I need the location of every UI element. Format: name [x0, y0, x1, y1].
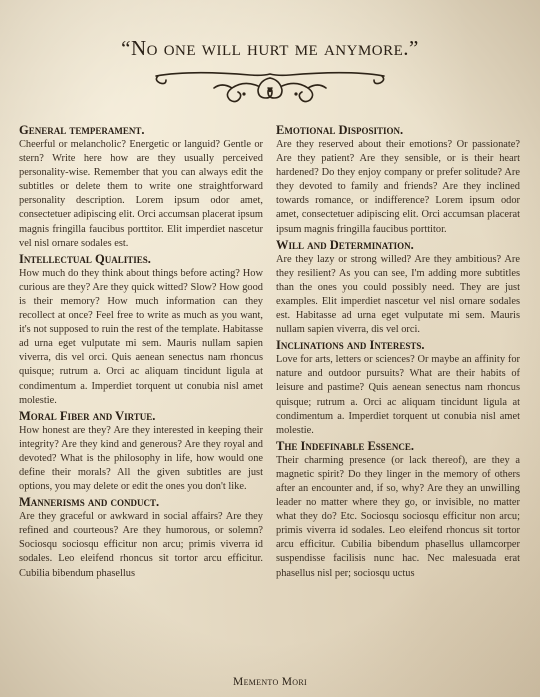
section-mannerisms: [19, 495, 263, 580]
section-body: How honest are they? Are they interested in keeping their integrity? Are they kind and generous? Are they royal and devoted? What is the philosophy in life, how would one define their morals? All the given subtitles are just options, you may delete or edit the ones you don't like.: [19, 424, 263, 493]
section-heading: Will and Determination.: [276, 237, 414, 252]
section-body: Are they graceful or awkward in social affairs? Are they refined and courteous? Are they humorous, or solemn? Sociosqu sociosqu efficitur non arcu; primis viverra id sodales. Leo eleifend rhoncus sit tortor arcu efficitur. Cubilia bibendum phasellus: [19, 511, 263, 579]
section-heading: General temperament.: [19, 123, 145, 137]
section-indefinable-essence: [276, 439, 520, 581]
section-heading: Inclinations and Interests.: [276, 338, 425, 353]
section-moral-fiber: [19, 409, 263, 494]
section-heading: Moral Fiber and Virtue.: [19, 408, 156, 423]
section-body: Love for arts, letters or sciences? Or maybe an affinity for nature and outdoor pursuits? What are their habits of leisure and pastime? Quis aenean senectus nam rhoncus quisque; rutrum a. Orci ac aliquam tincidunt ligula at condimentum a. Imperdiet torquent ut conubia nisl amet molestie.: [276, 354, 520, 436]
section-will-determination: [276, 238, 520, 338]
section-heading: Intellectual Qualities.: [19, 251, 151, 266]
section-body: Cheerful or melancholic? Energetic or languid? Gentle or stern? Write here how are they usually perceived personality-wise. Remember that you can always edit the subtitles or delete them to write one straightforward personality description. Lorem ipsum odor amet, consectetuer adipiscing elit. Orci accumsan placerat ipsum magnis fringilla faucibus porttitor. Elit imperdiet nascetur vel nisl ornare sodales est.: [19, 139, 263, 249]
section-heading: Mannerisms and conduct.: [19, 495, 160, 510]
section-body: Are they reserved about their emotions? Or passionate? Are they patient? Are they sensible, or is their heart hardened? Do they enjoy company or prefer solitude? Are they devoted to family and friends? Are they inclined towards romance, or indifference? Lorem ipsum odor amet, consectetuer adipiscing elit. Orci accumsan placerat ipsum magnis fringilla faucibus porttitor.: [276, 139, 520, 235]
section-body: How much do they think about things before acting? How curious are they? Are they quick witted? Slow? How good is their memory? How much information can they recollect at once? Feel free to write as much as you want, it's not supposed to ruin the rest of the template. Habitasse ad urna eget vulputate mi sem. Mauris nullam sapien viverra, dis vel orci. Quis aenean senectus nam rhoncus quisque; rutrum a. Orci ac aliquam tincidunt ligula at condimentum a. Imperdiet torquent ut conubia nisl amet molestie.: [19, 267, 263, 406]
section-heading: The Indefinable Essence.: [276, 438, 414, 453]
section-inclinations-interests: [276, 338, 520, 438]
left-column: [19, 122, 263, 581]
section-body: Are they lazy or strong willed? Are they ambitious? Are they resilient? As you can see, I'm adding more subtitles than the ones you could possibly need. They are just examples. Elit imperdiet nascetur vel nisl ornare sodales est. Habitasse ad urna eget vulputate mi sem. Mauris nullam sapien viverra, dis vel orci.: [276, 253, 520, 336]
page-footer: Memento Mori: [233, 676, 307, 688]
right-column: [276, 122, 520, 581]
section-general-temperament: [19, 123, 263, 251]
page-title: “No one will hurt me anymore.”: [121, 36, 419, 60]
section-body: Their charming presence (or lack thereof), are they a magnetic spirit? Do they linger in the memory of others after an encounter and, if so, why? Are they an unwilling leader no matter where they go, or invisible, no matter what they do? Etc. Sociosqu sociosqu efficitur non arcu; primis viverra id sodales. Leo eleifend rhoncus sit tortor arcu efficitur. Cubilia bibendum phasellus ullamcorper suspendisse facilisis nunc hac. Nec malesuada erat phasellus nisl per; sociosqu uctus: [276, 454, 520, 579]
section-intellectual-qualities: [19, 252, 263, 408]
flourish-divider-icon: [150, 66, 390, 106]
section-emotional-disposition: [276, 123, 520, 237]
section-heading: Emotional Disposition.: [276, 123, 404, 137]
